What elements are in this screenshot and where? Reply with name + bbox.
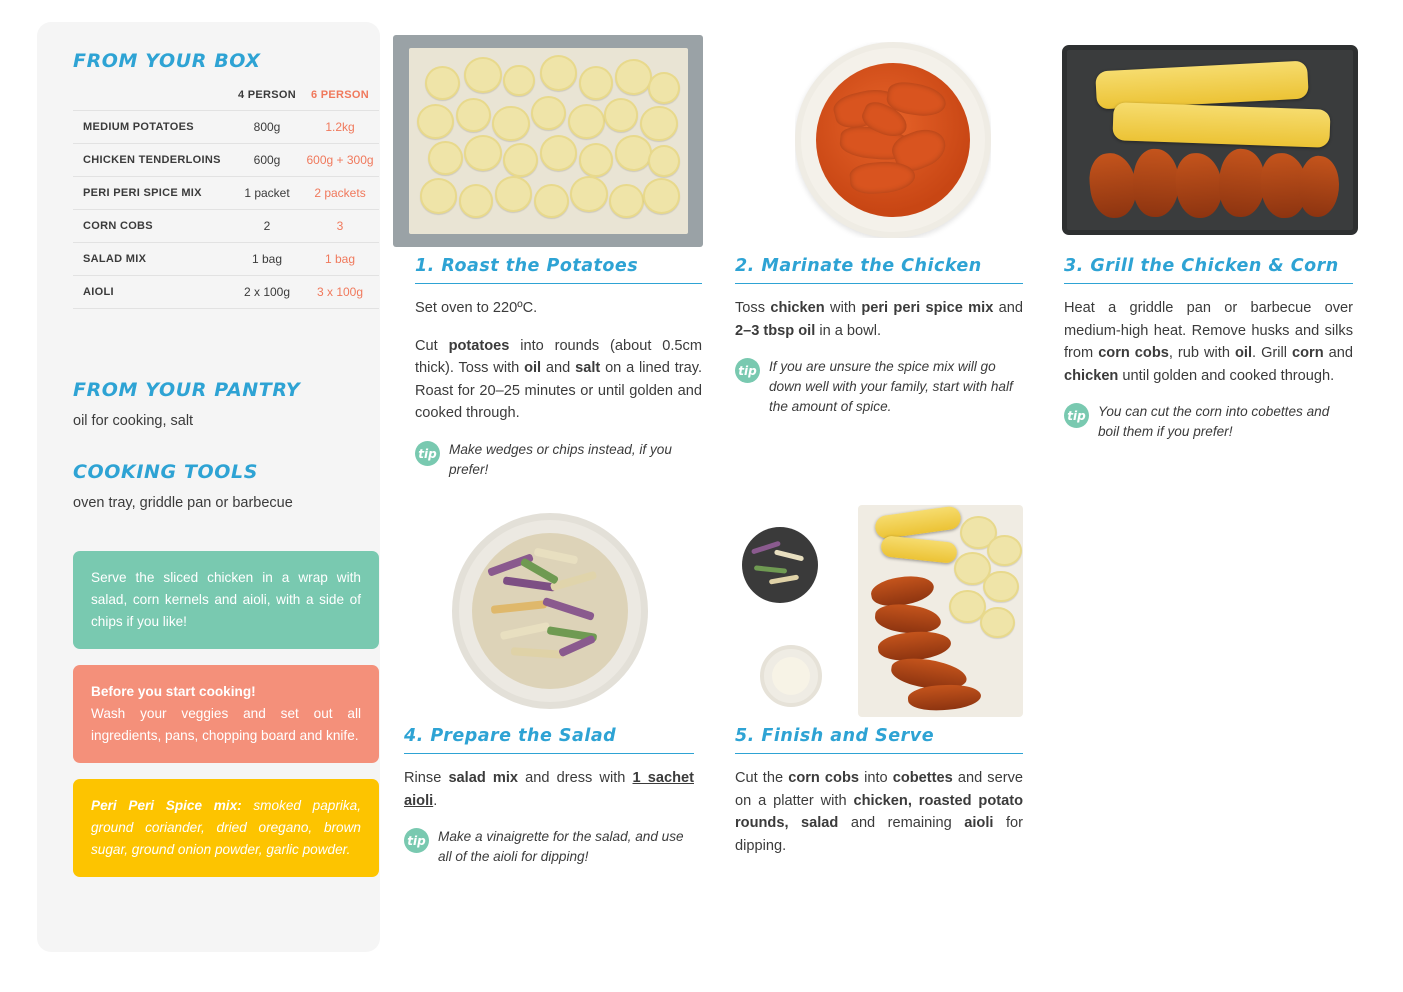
table-row xyxy=(73,276,379,309)
step-5-paragraph-1: Cut the corn cobs into cobettes and serve on a platter with chicken, roasted potato rounds, salad and remaining aioli for dipping. xyxy=(735,770,1023,854)
baking-paper xyxy=(409,48,688,235)
spacer-cell xyxy=(301,309,379,350)
tip-badge-icon: tip xyxy=(415,441,440,466)
table-row xyxy=(73,243,379,276)
step-3-paragraph-1: Heat a griddle pan or barbecue over medium-high heat. Remove husks and silks from corn cobs, rub with oil. Grill corn and chicken until golden and cooked through. xyxy=(1064,300,1353,384)
table-header-ingredient xyxy=(73,80,233,111)
mixing-bowl-image xyxy=(795,42,991,238)
step-4-title: 4. Prepare the Salad xyxy=(404,726,694,754)
ingredient-qty-6: 600g + 300g xyxy=(301,144,379,177)
photo-marinated-chicken xyxy=(795,42,991,238)
ingredient-qty-6: 1 bag xyxy=(301,243,379,276)
step-1-tip-text: Make wedges or chips instead, if you prefer! xyxy=(449,442,672,477)
cooking-tools-text: oven tray, griddle pan or barbecue xyxy=(73,494,293,511)
ingredient-name: CORN COBS xyxy=(73,210,233,243)
step-1 xyxy=(415,256,702,479)
griddle-pan-image xyxy=(1062,45,1358,235)
ingredient-qty-4: 2 x 100g xyxy=(233,276,301,309)
step-3-tip xyxy=(1064,402,1353,441)
tip-badge-icon: tip xyxy=(1064,403,1089,428)
ingredients-table xyxy=(73,80,379,349)
ingredient-name: SALAD MIX xyxy=(73,243,233,276)
ingredient-qty-4: 800g xyxy=(233,111,301,144)
spice-mix-note xyxy=(73,779,379,877)
spice-mix-label: Peri Peri Spice mix: xyxy=(91,797,242,813)
table-row xyxy=(73,177,379,210)
before-you-start-text: Wash your veggies and set out all ingredients, pans, chopping board and knife. xyxy=(91,705,361,743)
step-2-title: 2. Marinate the Chicken xyxy=(735,256,1023,284)
step-2-tip-text: If you are unsure the spice mix will go down well with your family, start with half the amount of spice. xyxy=(769,359,1013,414)
table-header-6person: 6 PERSON xyxy=(301,80,379,111)
step-3-title: 3. Grill the Chicken & Corn xyxy=(1064,256,1353,284)
step-5 xyxy=(735,726,1023,872)
step-1-tip xyxy=(415,440,702,479)
photo-roast-potatoes xyxy=(393,35,703,247)
step-2-paragraph-1: Toss chicken with peri peri spice mix and 2–3 tbsp oil in a bowl. xyxy=(735,300,1024,339)
ingredient-qty-6: 3 xyxy=(301,210,379,243)
step-1-paragraph-2: Cut potatoes into rounds (about 0.5cm thick). Toss with oil and salt on a lined tray. Roast for 20–25 minutes or until golden and cooked through. xyxy=(415,337,703,422)
step-2-tip xyxy=(735,357,1023,416)
table-header-row xyxy=(73,80,379,111)
photo-finished-dish xyxy=(738,505,1023,717)
photo-salad xyxy=(452,513,648,709)
salad-bowl-image xyxy=(452,513,648,709)
ingredient-qty-4: 1 packet xyxy=(233,177,301,210)
from-your-box-title: FROM YOUR BOX xyxy=(73,50,261,72)
step-3 xyxy=(1064,256,1353,442)
aioli-dip xyxy=(772,657,811,696)
spice-mix-text: smoked paprika, ground coriander, dried oregano, brown sugar, ground onion powder, garlic powder. xyxy=(91,797,362,857)
photo-grilled-chicken-corn xyxy=(1062,45,1358,235)
table-spacer-row xyxy=(73,309,379,350)
before-you-start-title: Before you start cooking! xyxy=(91,683,256,699)
step-3-tip-text: You can cut the corn into cobettes and boil them if you prefer! xyxy=(1098,404,1330,440)
ingredient-name: MEDIUM POTATOES xyxy=(73,111,233,144)
ingredient-name: AIOLI xyxy=(73,276,233,309)
sidebar xyxy=(37,22,380,952)
step-4-tip-text: Make a vinaigrette for the salad, and use all of the aioli for dipping! xyxy=(438,829,684,864)
ingredient-qty-4: 600g xyxy=(233,144,301,177)
ingredient-qty-4: 2 xyxy=(233,210,301,243)
ingredient-qty-6: 1.2kg xyxy=(301,111,379,144)
ingredient-qty-4: 1 bag xyxy=(233,243,301,276)
slaw-bowl xyxy=(742,527,818,603)
step-4-tip xyxy=(404,827,694,866)
peri-peri-chicken xyxy=(816,63,971,218)
table-row xyxy=(73,210,379,243)
salad-mix xyxy=(472,533,629,690)
before-you-start-note xyxy=(73,665,379,763)
from-your-pantry-title: FROM YOUR PANTRY xyxy=(73,379,301,401)
oven-tray-image xyxy=(393,35,703,247)
tip-badge-icon: tip xyxy=(735,358,760,383)
ingredient-name: CHICKEN TENDERLOINS xyxy=(73,144,233,177)
ingredient-qty-6: 3 x 100g xyxy=(301,276,379,309)
step-1-paragraph-1: Set oven to 220ºC. xyxy=(415,300,538,316)
tip-badge-icon: tip xyxy=(404,828,429,853)
step-5-title: 5. Finish and Serve xyxy=(735,726,1023,754)
ingredient-name: PERI PERI SPICE MIX xyxy=(73,177,233,210)
step-4 xyxy=(404,726,694,867)
table-row xyxy=(73,111,379,144)
step-4-paragraph-1: Rinse salad mix and dress with 1 sachet aioli. xyxy=(404,770,694,809)
spacer-cell xyxy=(73,309,233,350)
serving-platter xyxy=(858,505,1023,717)
step-1-title: 1. Roast the Potatoes xyxy=(415,256,702,284)
pantry-text: oil for cooking, salt xyxy=(73,413,194,429)
cooking-tools-title: COOKING TOOLS xyxy=(73,460,259,483)
ingredient-qty-6: 2 packets xyxy=(301,177,379,210)
serving-suggestion-note xyxy=(73,551,379,649)
aioli-bowl xyxy=(760,645,822,707)
table-header-4person: 4 PERSON xyxy=(233,80,301,111)
serving-suggestion-text: Serve the sliced chicken in a wrap with salad, corn kernels and aioli, with a side of chips if you like! xyxy=(91,569,361,629)
step-2 xyxy=(735,256,1023,416)
spacer-cell xyxy=(233,309,301,350)
table-row xyxy=(73,144,379,177)
